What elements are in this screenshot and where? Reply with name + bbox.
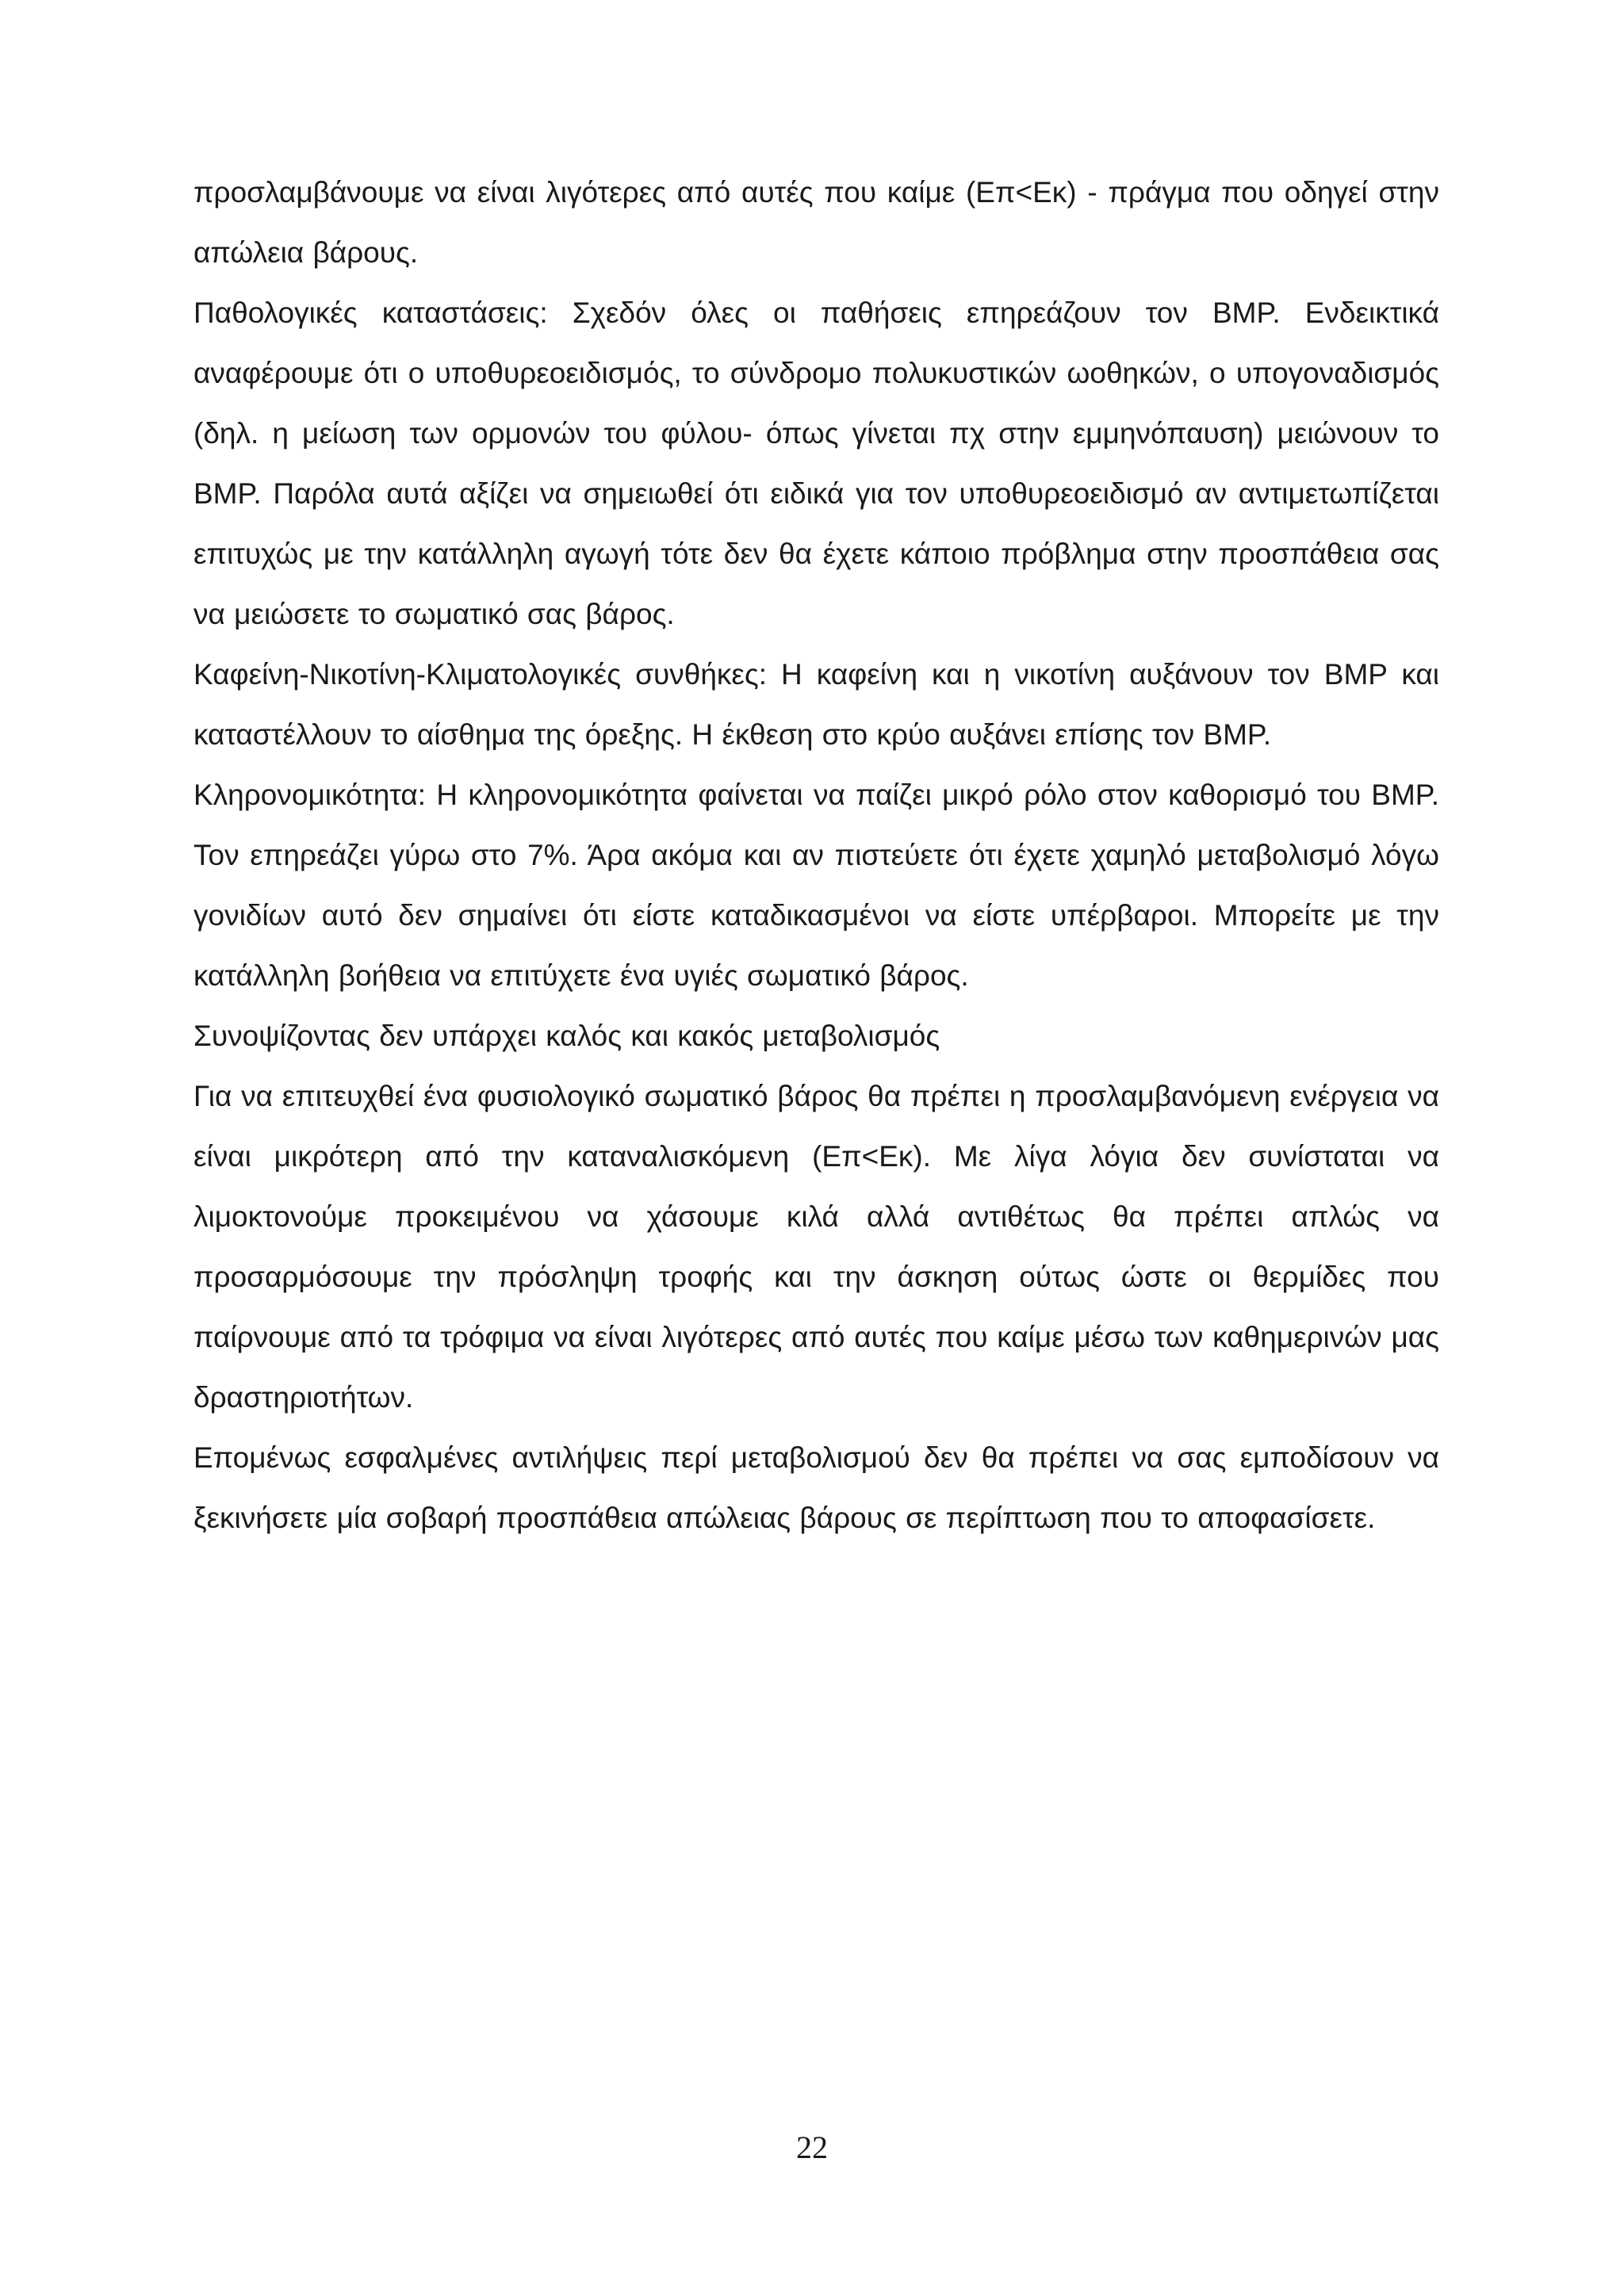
paragraph-caffeine-nicotine-climate: Καφείνη-Νικοτίνη-Κλιματολογικές συνθήκες: Η καφείνη και η νικοτίνη αυξάνουν τον BMP και καταστέλλουν το αίσθημα της όρεξης. Η έκθεση στο κρύο αυξάνει επίσης τον BMP. [193,658,1439,751]
body-text [193,163,1439,1548]
paragraph-conclusion: Επομένως εσφαλμένες αντιλήψεις περί μεταβολισμού δεν θα πρέπει να σας εμποδίσουν να ξεκινήσετε μία σοβαρή προσπάθεια απώλειας βάρους σε περίπτωση που το αποφασίσετε. [193,1441,1439,1534]
page-number: 22 [796,2130,828,2165]
paragraph-energy-balance: Για να επιτευχθεί ένα φυσιολογικό σωματικό βάρος θα πρέπει η προσλαμβανόμενη ενέργεια να είναι μικρότερη από την καταναλισκόμενη (Επ<Εκ). Με λίγα λόγια δεν συνίσταται να λιμοκτονούμε προκειμένου να χάσουμε κιλά αλλά αντιθέτως θα πρέπει απλώς να προσαρμόσουμε την πρόσληψη τροφής και την άσκηση ούτως ώστε οι θερμίδες που παίρνουμε από τα τρόφιμα να είναι λιγότερες από αυτές που καίμε μέσω των καθημερινών μας δραστηριοτήτων. [193,1080,1439,1414]
paragraph-pathological-conditions: Παθολογικές καταστάσεις: Σχεδόν όλες οι παθήσεις επηρεάζουν τον BMP. Ενδεικτικά αναφέρουμε ότι ο υποθυρεοειδισμός, το σύνδρομο πολυκυστικών ωοθηκών, ο υπογοναδισμός (δηλ. η μείωση των ορμονών του φύλου- όπως γίνεται πχ στην εμμηνόπαυση) μειώνουν το BMP. Παρόλα αυτά αξίζει να σημειωθεί ότι ειδικά για τον υποθυρεοειδισμό αν αντιμετωπίζεται επιτυχώς με την κατάλληλη αγωγή τότε δεν θα έχετε κάποιο πρόβλημα στην προσπάθεια σας να μειώσετε το σωματικό σας βάρος. [193,297,1439,630]
paragraph-summary-heading: Συνοψίζοντας δεν υπάρχει καλός και κακός μεταβολισμός [193,1020,940,1052]
paragraph-heredity: Κληρονομικότητα: Η κληρονομικότητα φαίνεται να παίζει μικρό ρόλο στον καθορισμό του BMP. Τον επηρεάζει γύρω στο 7%. Άρα ακόμα και αν πιστεύετε ότι έχετε χαμηλό μεταβολισμό λόγω γονιδίων αυτό δεν σημαίνει ότι είστε καταδικασμένοι να είστε υπέρβαροι. Μπορείτε με την κατάλληλη βοήθεια να επιτύχετε ένα υγιές σωματικό βάρος. [193,779,1439,992]
paragraph-weight-loss-continuation: προσλαμβάνουμε να είναι λιγότερες από αυτές που καίμε (Επ<Εκ) - πράγμα που οδηγεί στην απώλεια βάρους. [193,176,1439,269]
